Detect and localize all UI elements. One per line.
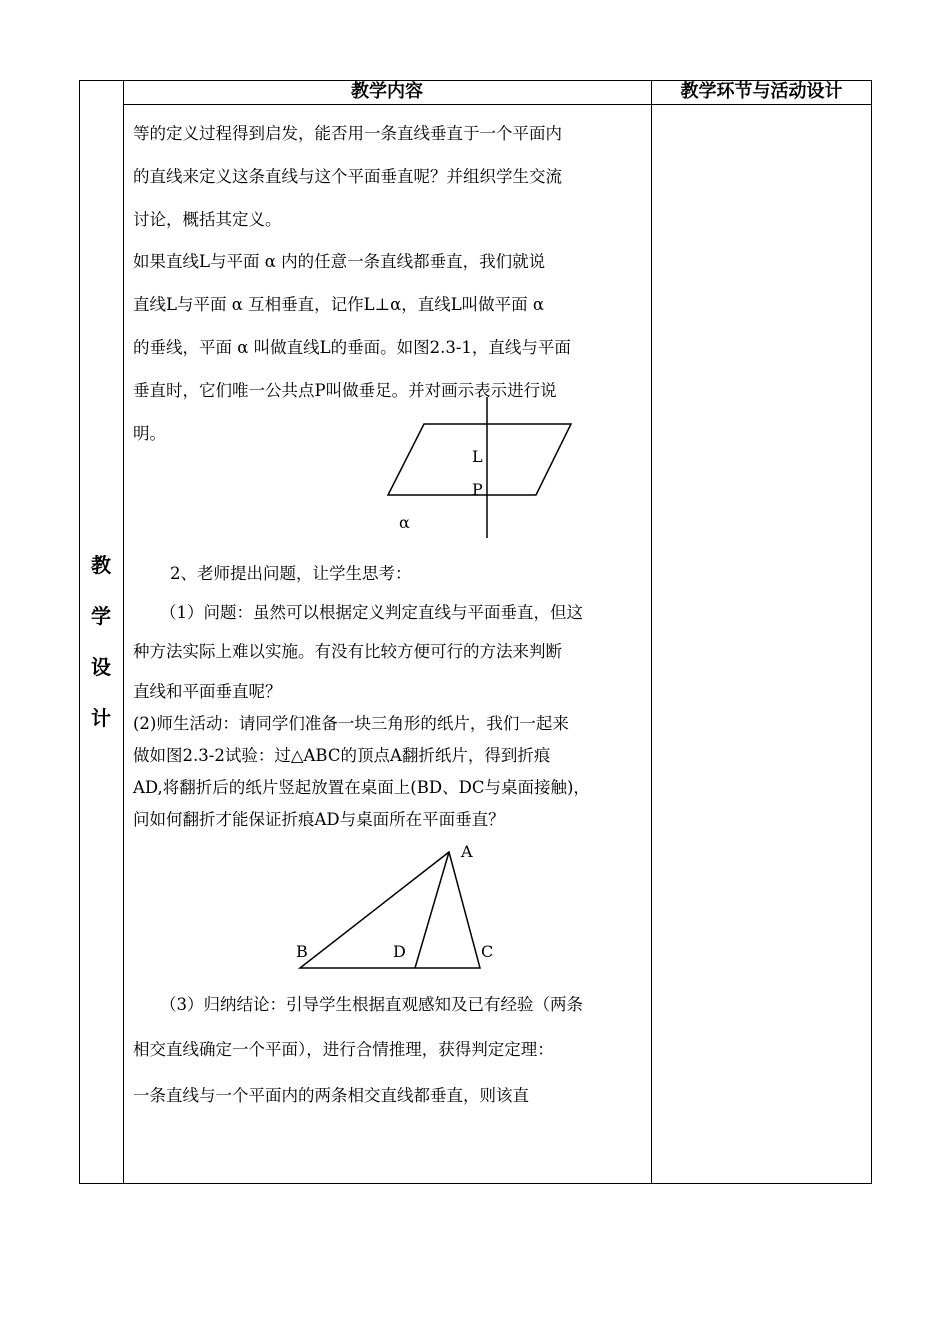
side-label-char: 学 [91,604,111,628]
label-vertex-a: A [461,842,473,861]
label-vertex-c: C [481,942,494,961]
fold-line-ad [415,852,449,968]
label-plane-alpha: α [399,513,410,532]
label-point-d: D [393,942,406,961]
question-line: （1）问题：虽然可以根据定义判定直线与平面垂直，但这 [160,603,583,622]
definition-line: 的垂线，平面 α 叫做直线L的垂面。如图2.3-1，直线与平面 [133,338,571,357]
question-line: 直线和平面垂直呢？ [133,682,282,701]
text-line: 的直线来定义这条直线与这个平面垂直呢？并组织学生交流 [133,167,562,186]
definition-line: 如果直线L与平面 α 内的任意一条直线都垂直，我们就说 [133,252,546,271]
text-line: 讨论，概括其定义。 [133,210,282,229]
header-teaching-content: 教学内容 [351,81,423,102]
label-point-p: P [472,480,483,499]
conclusion-line: 相交直线确定一个平面），进行合情推理，获得判定定理： [133,1040,554,1059]
definition-line: 明。 [133,424,166,443]
side-label-char: 教 [91,553,111,577]
text-line: 等的定义过程得到启发，能否用一条直线垂直于一个平面内 [133,124,562,143]
conclusion-line: （3）归纳结论：引导学生根据直观感知及已有经验（两条 [160,995,583,1014]
label-vertex-b: B [296,942,308,961]
activity-line: AD,将翻折后的纸片竖起放置在桌面上(BD、DC与桌面接触)， [133,778,590,797]
conclusion-line: 一条直线与一个平面内的两条相交直线都垂直，则该直 [133,1086,529,1105]
triangle-abc [300,852,480,968]
question-line: 种方法实际上难以实施。有没有比较方便可行的方法来判断 [133,642,562,661]
activity-line: 问如何翻折才能保证折痕AD与桌面所在平面垂直？ [133,810,505,829]
question-intro: 2、老师提出问题，让学生思考： [170,564,412,583]
activity-line: 做如图2.3-2试验：过△ABC的顶点A翻折纸片，得到折痕 [133,746,551,765]
side-label-char: 设 [91,655,111,679]
activity-line: (2)师生活动：请同学们准备一块三角形的纸片，我们一起来 [133,714,569,733]
definition-line: 直线L与平面 α 互相垂直，记作L⊥α，直线L叫做平面 α [133,295,545,314]
side-label-char: 计 [91,706,111,730]
definition-line: 垂直时，它们唯一公共点P叫做垂足。并对画示表示进行说 [133,381,557,400]
label-line-l: L [472,447,483,466]
header-activity-design: 教学环节与活动设计 [680,81,843,102]
